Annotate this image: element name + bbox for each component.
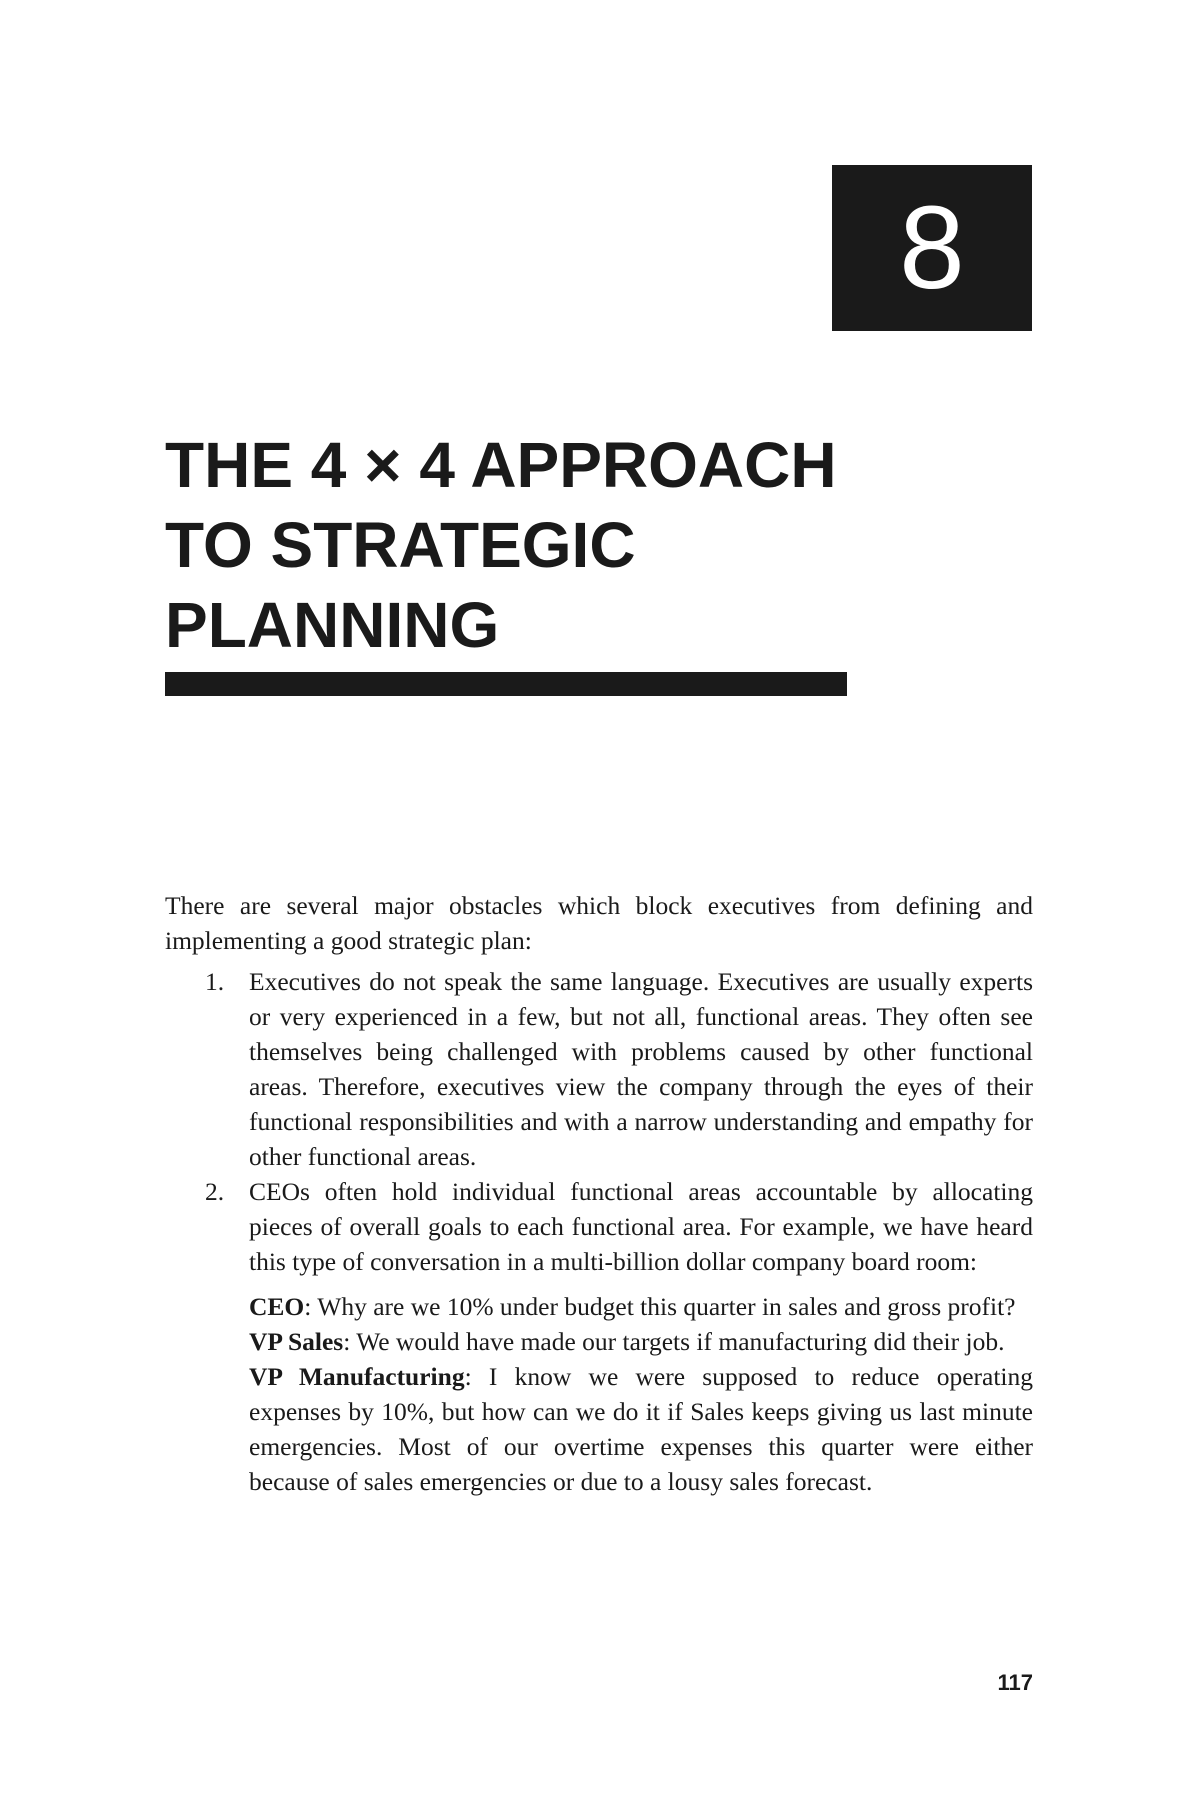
dialogue-speaker: VP Manufacturing [249,1362,465,1391]
chapter-title [165,425,925,665]
chapter-number-box [832,165,1032,331]
chapter-number: 8 [899,182,965,314]
body-text [165,888,1033,1499]
dialogue-line [249,1324,1033,1359]
dialogue-text: : We would have made our targets if manufacturing did their job. [343,1327,1005,1356]
list-item-number: 2. [205,1177,225,1206]
intro-paragraph: There are several major obstacles which block executives from defining and implementing a good strategic plan: [165,891,1033,955]
list-item [165,1174,1033,1499]
dialogue-speaker: CEO [249,1292,305,1321]
page-number: 117 [997,1670,1033,1695]
dialogue-text: : Why are we 10% under budget this quarter in sales and gross profit? [304,1292,1016,1321]
dialogue-line [249,1289,1033,1324]
title-underline-rule [165,672,847,696]
dialogue-speaker: VP Sales [249,1327,344,1356]
list-item-text: Executives do not speak the same language. Executives are usually experts or very experienced in a few, but not all, functional areas. They often see themselves being challenged with problems caused by other functional areas. Therefore, executives view the company through the eyes of their functional responsibilities and with a narrow understanding and empathy for other functional areas. [249,967,1033,1171]
list-item-number: 1. [205,967,225,996]
boardroom-dialogue [249,1289,1033,1499]
list-item-text: CEOs often hold individual functional areas accountable by allocating pieces of overall goals to each functional area. For example, we have heard this type of conversation in a multi-billion dollar company board room: [249,1177,1033,1276]
obstacles-list [165,964,1033,1499]
list-item [165,964,1033,1174]
dialogue-text: : I know we were supposed to reduce operating expenses by 10%, but how can we do it if Sales keeps giving us last minute emergencies. Most of our overtime expenses this quarter were either because of sales emergencies or due to a lousy sales forecast. [249,1362,1033,1496]
chapter-title-line: PLANNING [165,589,500,661]
chapter-title-line: TO STRATEGIC [165,509,636,581]
chapter-title-line: THE 4 × 4 APPROACH [165,429,837,501]
dialogue-line [249,1359,1033,1499]
